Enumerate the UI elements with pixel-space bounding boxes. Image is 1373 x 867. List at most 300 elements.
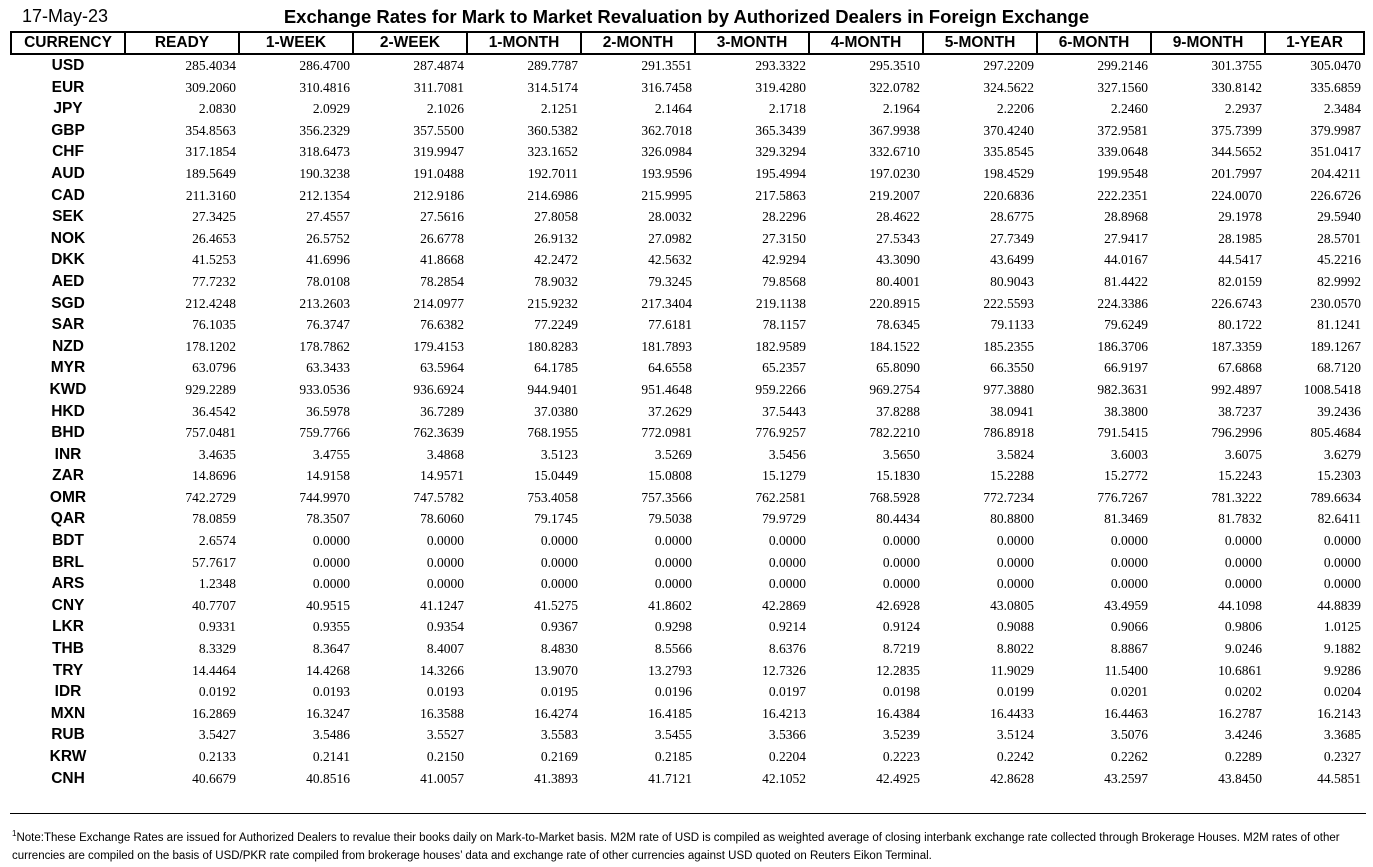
rate-cell: 0.0198	[882, 684, 920, 700]
currency-code: CAD	[51, 186, 85, 204]
rate-cell: 44.5851	[1317, 770, 1361, 786]
rate-cell: 41.7121	[648, 770, 692, 786]
rate-cell: 199.9548	[1097, 165, 1148, 181]
rate-cell: 27.3150	[762, 230, 806, 246]
rate-cell: 291.3551	[641, 58, 692, 73]
rate-cell: 318.6473	[299, 144, 350, 160]
rate-cell: 27.8058	[534, 209, 578, 225]
rate-cell: 0.0000	[312, 533, 350, 549]
rate-cell: 3.5124	[996, 727, 1034, 743]
rate-cell: 27.0982	[648, 230, 692, 246]
rate-cell: 982.3631	[1097, 381, 1148, 397]
rate-cell: 43.3090	[876, 252, 920, 268]
rate-cell: 805.4684	[1310, 425, 1361, 441]
rate-cell: 79.6249	[1104, 317, 1148, 333]
rate-cell: 326.0984	[641, 144, 692, 160]
rate-cell: 45.2216	[1317, 252, 1361, 268]
currency-code: CNY	[51, 596, 85, 614]
rate-cell: 64.6558	[648, 360, 692, 376]
rate-cell: 14.3266	[420, 662, 464, 678]
rate-cell: 357.5500	[413, 122, 464, 138]
rate-cell: 189.1267	[1310, 338, 1361, 354]
rate-cell: 776.9257	[755, 425, 806, 441]
rate-cell: 186.3706	[1097, 338, 1148, 354]
rate-cell: 301.3755	[1211, 58, 1262, 73]
rate-cell: 3.5427	[198, 727, 236, 743]
rate-cell: 0.0000	[426, 576, 464, 592]
rate-cell: 332.6710	[869, 144, 920, 160]
rate-cell: 28.6775	[990, 209, 1034, 225]
rate-cell: 185.2355	[983, 338, 1034, 354]
rate-cell: 201.7997	[1211, 165, 1262, 181]
currency-code: LKR	[52, 618, 84, 636]
rate-cell: 286.4700	[299, 58, 350, 73]
rate-cell: 772.7234	[983, 489, 1034, 505]
rate-cell: 8.8022	[996, 641, 1034, 657]
rate-cell: 66.3550	[990, 360, 1034, 376]
rate-cell: 78.3507	[306, 511, 350, 527]
rate-cell: 0.0193	[426, 684, 464, 700]
rate-cell: 14.8696	[192, 468, 236, 484]
rate-cell: 0.0000	[996, 533, 1034, 549]
rate-cell: 217.3404	[641, 295, 692, 311]
currency-code: GBP	[51, 121, 85, 139]
rate-cell: 36.4542	[192, 403, 236, 419]
rate-cell: 14.9158	[306, 468, 350, 484]
rate-cell: 375.7399	[1211, 122, 1262, 138]
table-body	[11, 54, 1364, 789]
rate-cell: 747.5782	[413, 489, 464, 505]
rate-cell: 322.0782	[869, 79, 920, 95]
rate-cell: 287.4874	[413, 58, 464, 73]
rate-cell: 44.5417	[1218, 252, 1262, 268]
rate-cell: 57.7617	[192, 554, 236, 570]
column-header-ready: READY	[125, 32, 239, 54]
rate-cell: 80.1722	[1218, 317, 1262, 333]
rate-cell: 37.2629	[648, 403, 692, 419]
rate-cell: 2.2206	[996, 101, 1034, 117]
rate-cell: 791.5415	[1097, 425, 1148, 441]
rate-cell: 64.1785	[534, 360, 578, 376]
rate-cell: 16.4463	[1104, 705, 1148, 721]
rate-cell: 0.0000	[882, 576, 920, 592]
rate-cell: 215.9232	[527, 295, 578, 311]
rate-cell: 0.9214	[768, 619, 806, 635]
rate-cell: 776.7267	[1097, 489, 1148, 505]
rate-cell: 0.2185	[654, 749, 692, 764]
rate-cell: 9.1882	[1323, 641, 1361, 657]
rate-cell: 79.1133	[990, 317, 1034, 333]
rate-cell: 181.7893	[641, 338, 692, 354]
rate-cell: 43.4959	[1104, 597, 1148, 613]
rate-cell: 0.0000	[540, 533, 578, 549]
rate-cell: 0.9331	[198, 619, 236, 635]
rate-cell: 9.9286	[1323, 662, 1361, 678]
rate-cell: 63.3433	[306, 360, 350, 376]
rate-cell: 2.2937	[1224, 101, 1262, 117]
rate-cell: 2.1964	[882, 101, 920, 117]
rate-cell: 39.2436	[1317, 403, 1361, 419]
rate-cell: 297.2209	[983, 58, 1034, 73]
rate-cell: 362.7018	[641, 122, 692, 138]
rate-cell: 1.0125	[1323, 619, 1361, 635]
table-row	[11, 552, 1364, 574]
rate-cell: 180.8283	[527, 338, 578, 354]
table-header-row	[11, 32, 1364, 54]
rate-cell: 786.8918	[983, 425, 1034, 441]
rate-cell: 41.5275	[534, 597, 578, 613]
currency-code: INR	[54, 445, 82, 463]
rate-cell: 351.0417	[1310, 144, 1361, 160]
rate-cell: 41.5253	[192, 252, 236, 268]
table-row	[11, 746, 1364, 768]
rate-cell: 37.0380	[534, 403, 578, 419]
rate-cell: 3.5824	[996, 446, 1034, 462]
column-header-3-month: 3-MONTH	[695, 32, 809, 54]
rate-cell: 782.2210	[869, 425, 920, 441]
rate-cell: 40.8516	[306, 770, 350, 786]
table-row	[11, 595, 1364, 617]
rate-cell: 319.4280	[755, 79, 806, 95]
rate-cell: 3.5486	[312, 727, 350, 743]
currency-code: BDT	[52, 532, 84, 550]
rate-cell: 317.1854	[185, 144, 236, 160]
rate-cell: 27.7349	[990, 230, 1034, 246]
rate-cell: 26.9132	[534, 230, 578, 246]
rate-cell: 15.2772	[1104, 468, 1148, 484]
rate-cell: 27.3425	[192, 209, 236, 225]
rate-cell: 0.0000	[540, 554, 578, 570]
rate-cell: 0.2262	[1110, 749, 1148, 764]
rate-cell: 316.7458	[641, 79, 692, 95]
table-row	[11, 336, 1364, 358]
table-row	[11, 77, 1364, 99]
rate-cell: 76.6382	[420, 317, 464, 333]
currency-code: DKK	[51, 251, 85, 269]
rate-cell: 11.9029	[990, 662, 1034, 678]
rate-cell: 184.1522	[869, 338, 920, 354]
rate-cell: 1.2348	[198, 576, 236, 592]
currency-code: MXN	[50, 704, 86, 722]
rate-cell: 0.2223	[882, 749, 920, 764]
rate-cell: 219.1138	[755, 295, 806, 311]
rate-cell: 992.4897	[1211, 381, 1262, 397]
rate-cell: 0.0199	[996, 684, 1034, 700]
rate-cell: 0.0000	[882, 533, 920, 549]
rate-cell: 80.9043	[990, 273, 1034, 289]
rate-cell: 28.8968	[1104, 209, 1148, 225]
rate-cell: 0.0000	[426, 533, 464, 549]
currency-code: ZAR	[52, 467, 84, 485]
rate-cell: 356.2329	[299, 122, 350, 138]
rate-cell: 744.9970	[299, 489, 350, 505]
rate-cell: 28.5701	[1317, 230, 1361, 246]
rate-cell: 76.3747	[306, 317, 350, 333]
rate-cell: 8.4830	[540, 641, 578, 657]
rate-cell: 44.1098	[1218, 597, 1262, 613]
rate-cell: 42.2869	[762, 597, 806, 613]
rate-cell: 77.2249	[534, 317, 578, 333]
rate-cell: 781.3222	[1211, 489, 1262, 505]
rate-cell: 335.6859	[1310, 79, 1361, 95]
table-row	[11, 228, 1364, 250]
rate-cell: 40.9515	[306, 597, 350, 613]
rate-cell: 41.6996	[306, 252, 350, 268]
rate-cell: 2.6574	[198, 533, 236, 549]
rate-cell: 2.1718	[768, 101, 806, 117]
rate-cell: 82.0159	[1218, 273, 1262, 289]
rate-cell: 951.4648	[641, 381, 692, 397]
rate-cell: 15.1279	[762, 468, 806, 484]
rate-cell: 195.4994	[755, 165, 806, 181]
rate-cell: 214.0977	[413, 295, 464, 311]
rate-cell: 42.1052	[762, 770, 806, 786]
rate-cell: 15.2288	[990, 468, 1034, 484]
rate-cell: 81.4422	[1104, 273, 1148, 289]
rate-cell: 789.6634	[1310, 489, 1361, 505]
rate-cell: 3.4635	[198, 446, 236, 462]
rate-cell: 3.5269	[654, 446, 692, 462]
rate-cell: 0.2327	[1323, 749, 1361, 764]
rate-cell: 3.6279	[1323, 446, 1361, 462]
rate-cell: 41.1247	[420, 597, 464, 613]
currency-code: JPY	[53, 100, 83, 118]
rate-cell: 293.3322	[755, 58, 806, 73]
rate-cell: 44.0167	[1104, 252, 1148, 268]
rate-cell: 0.2169	[540, 749, 578, 764]
rate-cell: 0.2133	[198, 749, 236, 764]
rate-cell: 0.9088	[996, 619, 1034, 635]
rate-cell: 796.2996	[1211, 425, 1262, 441]
rate-cell: 0.0193	[312, 684, 350, 700]
rate-cell: 178.7862	[299, 338, 350, 354]
rate-cell: 0.0000	[996, 576, 1034, 592]
rate-cell: 16.4433	[990, 705, 1034, 721]
table-row	[11, 768, 1364, 790]
rate-cell: 16.2869	[192, 705, 236, 721]
rate-cell: 0.9367	[540, 619, 578, 635]
currency-code: RUB	[51, 726, 85, 744]
rate-cell: 8.8867	[1110, 641, 1148, 657]
rate-cell: 0.0000	[654, 576, 692, 592]
rate-cell: 63.5964	[420, 360, 464, 376]
rate-cell: 2.0830	[198, 101, 236, 117]
rate-cell: 28.4622	[876, 209, 920, 225]
rate-cell: 354.8563	[185, 122, 236, 138]
rate-cell: 42.4925	[876, 770, 920, 786]
rate-cell: 217.5863	[755, 187, 806, 203]
rate-cell: 16.3588	[420, 705, 464, 721]
rate-cell: 226.6726	[1310, 187, 1361, 203]
rate-cell: 14.4268	[306, 662, 350, 678]
column-header-1-month: 1-MONTH	[467, 32, 581, 54]
rate-cell: 79.9729	[762, 511, 806, 527]
currency-code: ARS	[51, 575, 85, 593]
rate-cell: 0.0000	[1323, 554, 1361, 570]
rate-cell: 324.5622	[983, 79, 1034, 95]
rate-cell: 933.0536	[299, 381, 350, 397]
rate-cell: 11.5400	[1104, 662, 1148, 678]
footnote-text: Note:These Exchange Rates are issued for Authorized Dealers to revalue their books daily on Mark-to-Market basis. M2M rate of USD is compiled as weighted average of closing interbank exchange rate collected through Brokerage Houses. M2M rates of other currencies are compiled on the basis of USD/PKR rate compiled from brokerage houses’ data and exchange rate of other currencies against USD quoted on Reuters Eikon Terminal.	[12, 831, 1340, 862]
currency-code: CHF	[52, 143, 84, 161]
rate-cell: 0.9354	[426, 619, 464, 635]
rate-cell: 0.2242	[996, 749, 1034, 764]
rate-cell: 0.2141	[312, 749, 350, 764]
table-row	[11, 465, 1364, 487]
rate-cell: 0.0196	[654, 684, 692, 700]
column-header-9-month: 9-MONTH	[1151, 32, 1265, 54]
rate-cell: 8.5566	[654, 641, 692, 657]
rate-cell: 43.0805	[990, 597, 1034, 613]
rate-cell: 0.0195	[540, 684, 578, 700]
currency-code: NZD	[52, 337, 84, 355]
rate-cell: 28.1985	[1218, 230, 1262, 246]
rate-cell: 37.8288	[876, 403, 920, 419]
rate-cell: 28.2296	[762, 209, 806, 225]
rate-cell: 41.3893	[534, 770, 578, 786]
rate-cell: 211.3160	[185, 187, 236, 203]
footnote-divider	[10, 813, 1366, 814]
rate-cell: 0.2150	[426, 749, 464, 764]
rate-cell: 0.9806	[1224, 619, 1262, 635]
rate-cell: 323.1652	[527, 144, 578, 160]
rate-cell: 2.1026	[426, 101, 464, 117]
rate-cell: 12.7326	[762, 662, 806, 678]
table-row	[11, 271, 1364, 293]
rate-cell: 16.2787	[1218, 705, 1262, 721]
rate-cell: 372.9581	[1097, 122, 1148, 138]
rate-cell: 42.9294	[762, 252, 806, 268]
rate-cell: 310.4816	[299, 79, 350, 95]
rate-cell: 319.9947	[413, 144, 464, 160]
rate-cell: 335.8545	[983, 144, 1034, 160]
rate-cell: 43.8450	[1218, 770, 1262, 786]
rate-cell: 0.9124	[882, 619, 920, 635]
rate-cell: 222.2351	[1097, 187, 1148, 203]
rate-cell: 187.3359	[1211, 338, 1262, 354]
rate-cell: 38.0941	[990, 403, 1034, 419]
rate-cell: 360.5382	[527, 122, 578, 138]
rate-cell: 329.3294	[755, 144, 806, 160]
rate-cell: 82.9992	[1317, 273, 1361, 289]
rate-cell: 14.4464	[192, 662, 236, 678]
table-row	[11, 54, 1364, 77]
rate-cell: 1008.5418	[1303, 381, 1361, 397]
rate-cell: 16.2143	[1317, 705, 1361, 721]
rate-cell: 26.4653	[192, 230, 236, 246]
rate-cell: 977.3880	[983, 381, 1034, 397]
table-row	[11, 724, 1364, 746]
rate-cell: 197.0230	[869, 165, 920, 181]
rate-cell: 370.4240	[983, 122, 1034, 138]
rate-cell: 365.3439	[755, 122, 806, 138]
rate-cell: 0.2289	[1224, 749, 1262, 764]
rate-cell: 3.5527	[426, 727, 464, 743]
rate-cell: 762.3639	[413, 425, 464, 441]
rate-cell: 305.0470	[1310, 58, 1361, 73]
rate-cell: 3.6075	[1224, 446, 1262, 462]
rate-cell: 0.0000	[1224, 533, 1262, 549]
table-row	[11, 422, 1364, 444]
rate-cell: 212.1354	[299, 187, 350, 203]
table-row	[11, 573, 1364, 595]
rate-cell: 0.0000	[768, 576, 806, 592]
rate-cell: 63.0796	[192, 360, 236, 376]
rate-cell: 204.4211	[1310, 165, 1361, 181]
currency-code: EUR	[51, 78, 85, 96]
rate-cell: 215.9995	[641, 187, 692, 203]
rate-cell: 40.6679	[192, 770, 236, 786]
rate-cell: 0.0201	[1110, 684, 1148, 700]
rate-cell: 3.3685	[1323, 727, 1361, 743]
rate-cell: 762.2581	[755, 489, 806, 505]
footnote	[12, 825, 1362, 865]
rate-cell: 78.9032	[534, 273, 578, 289]
rate-cell: 40.7707	[192, 597, 236, 613]
column-header-2-month: 2-MONTH	[581, 32, 695, 54]
rate-cell: 193.9596	[641, 165, 692, 181]
rate-cell: 66.9197	[1104, 360, 1148, 376]
rate-cell: 16.4213	[762, 705, 806, 721]
column-header-2-week: 2-WEEK	[353, 32, 467, 54]
rate-cell: 16.4274	[534, 705, 578, 721]
rate-cell: 0.0000	[1224, 576, 1262, 592]
rate-cell: 189.5649	[185, 165, 236, 181]
rate-cell: 38.7237	[1218, 403, 1262, 419]
column-header-4-month: 4-MONTH	[809, 32, 923, 54]
rate-cell: 190.3238	[299, 165, 350, 181]
rate-cell: 0.0000	[1323, 576, 1361, 592]
rate-cell: 214.6986	[527, 187, 578, 203]
table-row	[11, 444, 1364, 466]
currency-code: NOK	[50, 229, 86, 247]
rate-cell: 0.0000	[312, 554, 350, 570]
rate-cell: 27.5616	[420, 209, 464, 225]
rate-cell: 339.0648	[1097, 144, 1148, 160]
currency-code: AUD	[51, 164, 85, 182]
rate-cell: 8.4007	[426, 641, 464, 657]
rate-cell: 179.4153	[413, 338, 464, 354]
rate-cell: 0.0000	[1110, 576, 1148, 592]
rate-cell: 0.0000	[1323, 533, 1361, 549]
rate-cell: 772.0981	[641, 425, 692, 441]
rate-cell: 3.5239	[882, 727, 920, 743]
rate-cell: 2.2460	[1110, 101, 1148, 117]
rate-cell: 37.5443	[762, 403, 806, 419]
rate-cell: 285.4034	[185, 58, 236, 73]
rate-cell: 27.5343	[876, 230, 920, 246]
currency-code: SEK	[52, 208, 84, 226]
rate-cell: 82.6411	[1317, 511, 1361, 527]
rate-cell: 309.2060	[185, 79, 236, 95]
currency-code: IDR	[54, 683, 82, 701]
rate-cell: 222.5593	[983, 295, 1034, 311]
rate-cell: 78.2854	[420, 273, 464, 289]
rate-cell: 768.1955	[527, 425, 578, 441]
currency-code: QAR	[50, 510, 86, 528]
footnote-marker: 1	[12, 829, 17, 838]
rate-cell: 15.0449	[534, 468, 578, 484]
currency-code: MYR	[50, 359, 86, 377]
table-row	[11, 530, 1364, 552]
currency-code: SAR	[51, 316, 85, 334]
rate-cell: 0.0000	[426, 554, 464, 570]
rate-cell: 77.6181	[648, 317, 692, 333]
table-row	[11, 508, 1364, 530]
rate-cell: 3.4246	[1224, 727, 1262, 743]
rate-cell: 13.2793	[648, 662, 692, 678]
rate-cell: 13.9070	[534, 662, 578, 678]
